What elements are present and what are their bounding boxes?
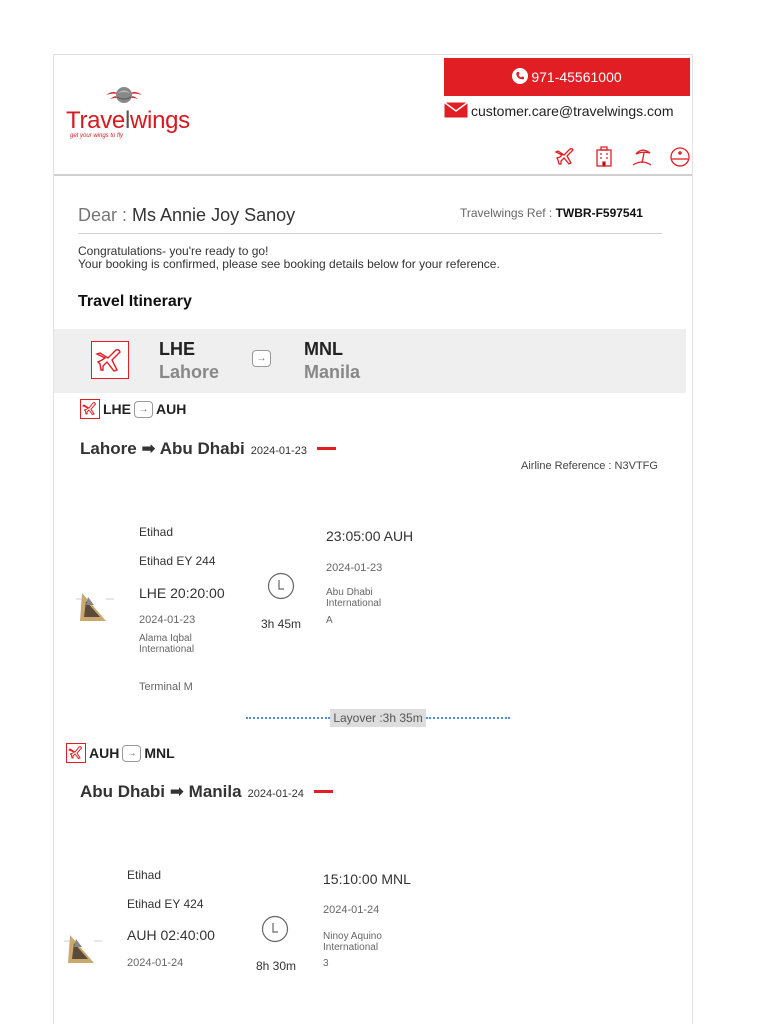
segment-1-duration: 3h 45m (261, 617, 302, 631)
segment-1-arrive-date: 2024-01-23 (326, 562, 383, 574)
logo-wordmark[interactable]: Travelwings (66, 107, 190, 134)
segment-2-departure: AUH 02:40:00 (127, 927, 215, 943)
segment-1-header (80, 399, 186, 419)
envelope-icon (444, 102, 468, 121)
layover-divider (246, 709, 510, 727)
segment-1-arrival: 23:05:00 AUH (326, 528, 414, 544)
segment-2-header (66, 743, 175, 763)
booking-ref-value: TWBR-F597541 (555, 206, 643, 220)
segment-2-duration: 8h 30m (256, 959, 297, 973)
dear-label: Dear : (78, 205, 133, 225)
logo-tagline: get your wings to fly (70, 133, 124, 139)
segment-plane-icon (66, 743, 86, 763)
airline-reference: Airline Reference : N3VTFG (521, 460, 658, 472)
segment-2-flight: Etihad EY 424 (127, 897, 204, 911)
segment-1-departure: LHE 20:20:00 (139, 585, 225, 601)
flight-plane-icon (91, 341, 129, 379)
segment-2-to: MNL (144, 745, 175, 761)
phone-bar[interactable] (444, 58, 690, 96)
email-link[interactable] (444, 99, 674, 123)
booking-reference: Travelwings Ref : TWBR-F597541 (460, 206, 643, 220)
segment-2-arrive-date: 2024-01-24 (323, 904, 380, 916)
etihad-tail-logo (64, 933, 102, 965)
segment-2-depart-date: 2024-01-24 (127, 957, 184, 969)
segment-1-depart-terminal: Terminal M (139, 681, 193, 693)
insurance-icon[interactable] (668, 145, 692, 169)
plane-icon[interactable] (554, 145, 578, 169)
greeting (78, 205, 295, 226)
phone-icon (512, 68, 528, 87)
confirmation-message: Congratulations- you're ready to go! Your booking is confirmed, please see booking details below for your reference. (78, 244, 500, 271)
segment-2-arrive-terminal: 3 (323, 958, 329, 969)
greeting-divider (78, 233, 662, 234)
passenger-name: Ms Annie Joy Sanoy (132, 205, 296, 225)
segment-1-flight: Etihad EY 244 (139, 554, 216, 568)
segment-1-arrive-airport: Abu Dhabi International (326, 587, 382, 609)
segment-1-depart-date: 2024-01-23 (139, 614, 196, 626)
segment-2-from: AUH (89, 745, 120, 761)
segment-1-arrive-terminal: A (326, 615, 333, 626)
segment-1-date: 2024-01-23 (250, 445, 308, 457)
origin-city: Lahore (159, 362, 220, 382)
route-arrow-icon: → (252, 350, 271, 367)
holiday-icon[interactable] (630, 145, 654, 169)
origin-code: LHE (159, 339, 195, 359)
segment-2-arrive-airport: Ninoy Aquino International (323, 931, 382, 953)
segment-1-depart-airport: Alama Iqbal International (139, 633, 195, 655)
segment-arrow-icon: → (134, 401, 153, 418)
route-summary (54, 329, 686, 393)
layover-label: Layover :3h 35m (330, 709, 425, 727)
header-divider (54, 174, 693, 176)
itinerary-title: Travel Itinerary (78, 293, 192, 310)
clock-icon (267, 572, 295, 600)
segment-1-from: LHE (103, 401, 131, 417)
segment-1-airline: Etihad (139, 525, 174, 539)
segment-1-title: Lahore ➡ Abu Dhabi 2024-01-23 (80, 439, 336, 459)
email-address: customer.care@travelwings.com (471, 103, 674, 119)
etihad-tail-logo (76, 591, 114, 623)
segment-2-airline: Etihad (127, 868, 162, 882)
segment-arrow-icon: → (122, 745, 141, 762)
hotel-icon[interactable] (592, 145, 616, 169)
segment-2-arrival: 15:10:00 MNL (323, 871, 411, 887)
destination-city: Manila (304, 362, 361, 382)
segment-2-title: Abu Dhabi ➡ Manila 2024-01-24 (80, 782, 333, 802)
segment-1-to: AUH (156, 401, 187, 417)
destination-code: MNL (304, 339, 343, 359)
email-card (53, 54, 693, 1024)
segment-plane-icon (80, 399, 100, 419)
logo-globe-icon (104, 83, 144, 109)
collapse-toggle[interactable] (314, 790, 333, 793)
collapse-toggle[interactable] (317, 447, 336, 450)
phone-number: 971-45561000 (531, 69, 622, 85)
segment-2-date: 2024-01-24 (247, 788, 304, 800)
service-icons (554, 145, 692, 169)
clock-icon (261, 915, 289, 943)
